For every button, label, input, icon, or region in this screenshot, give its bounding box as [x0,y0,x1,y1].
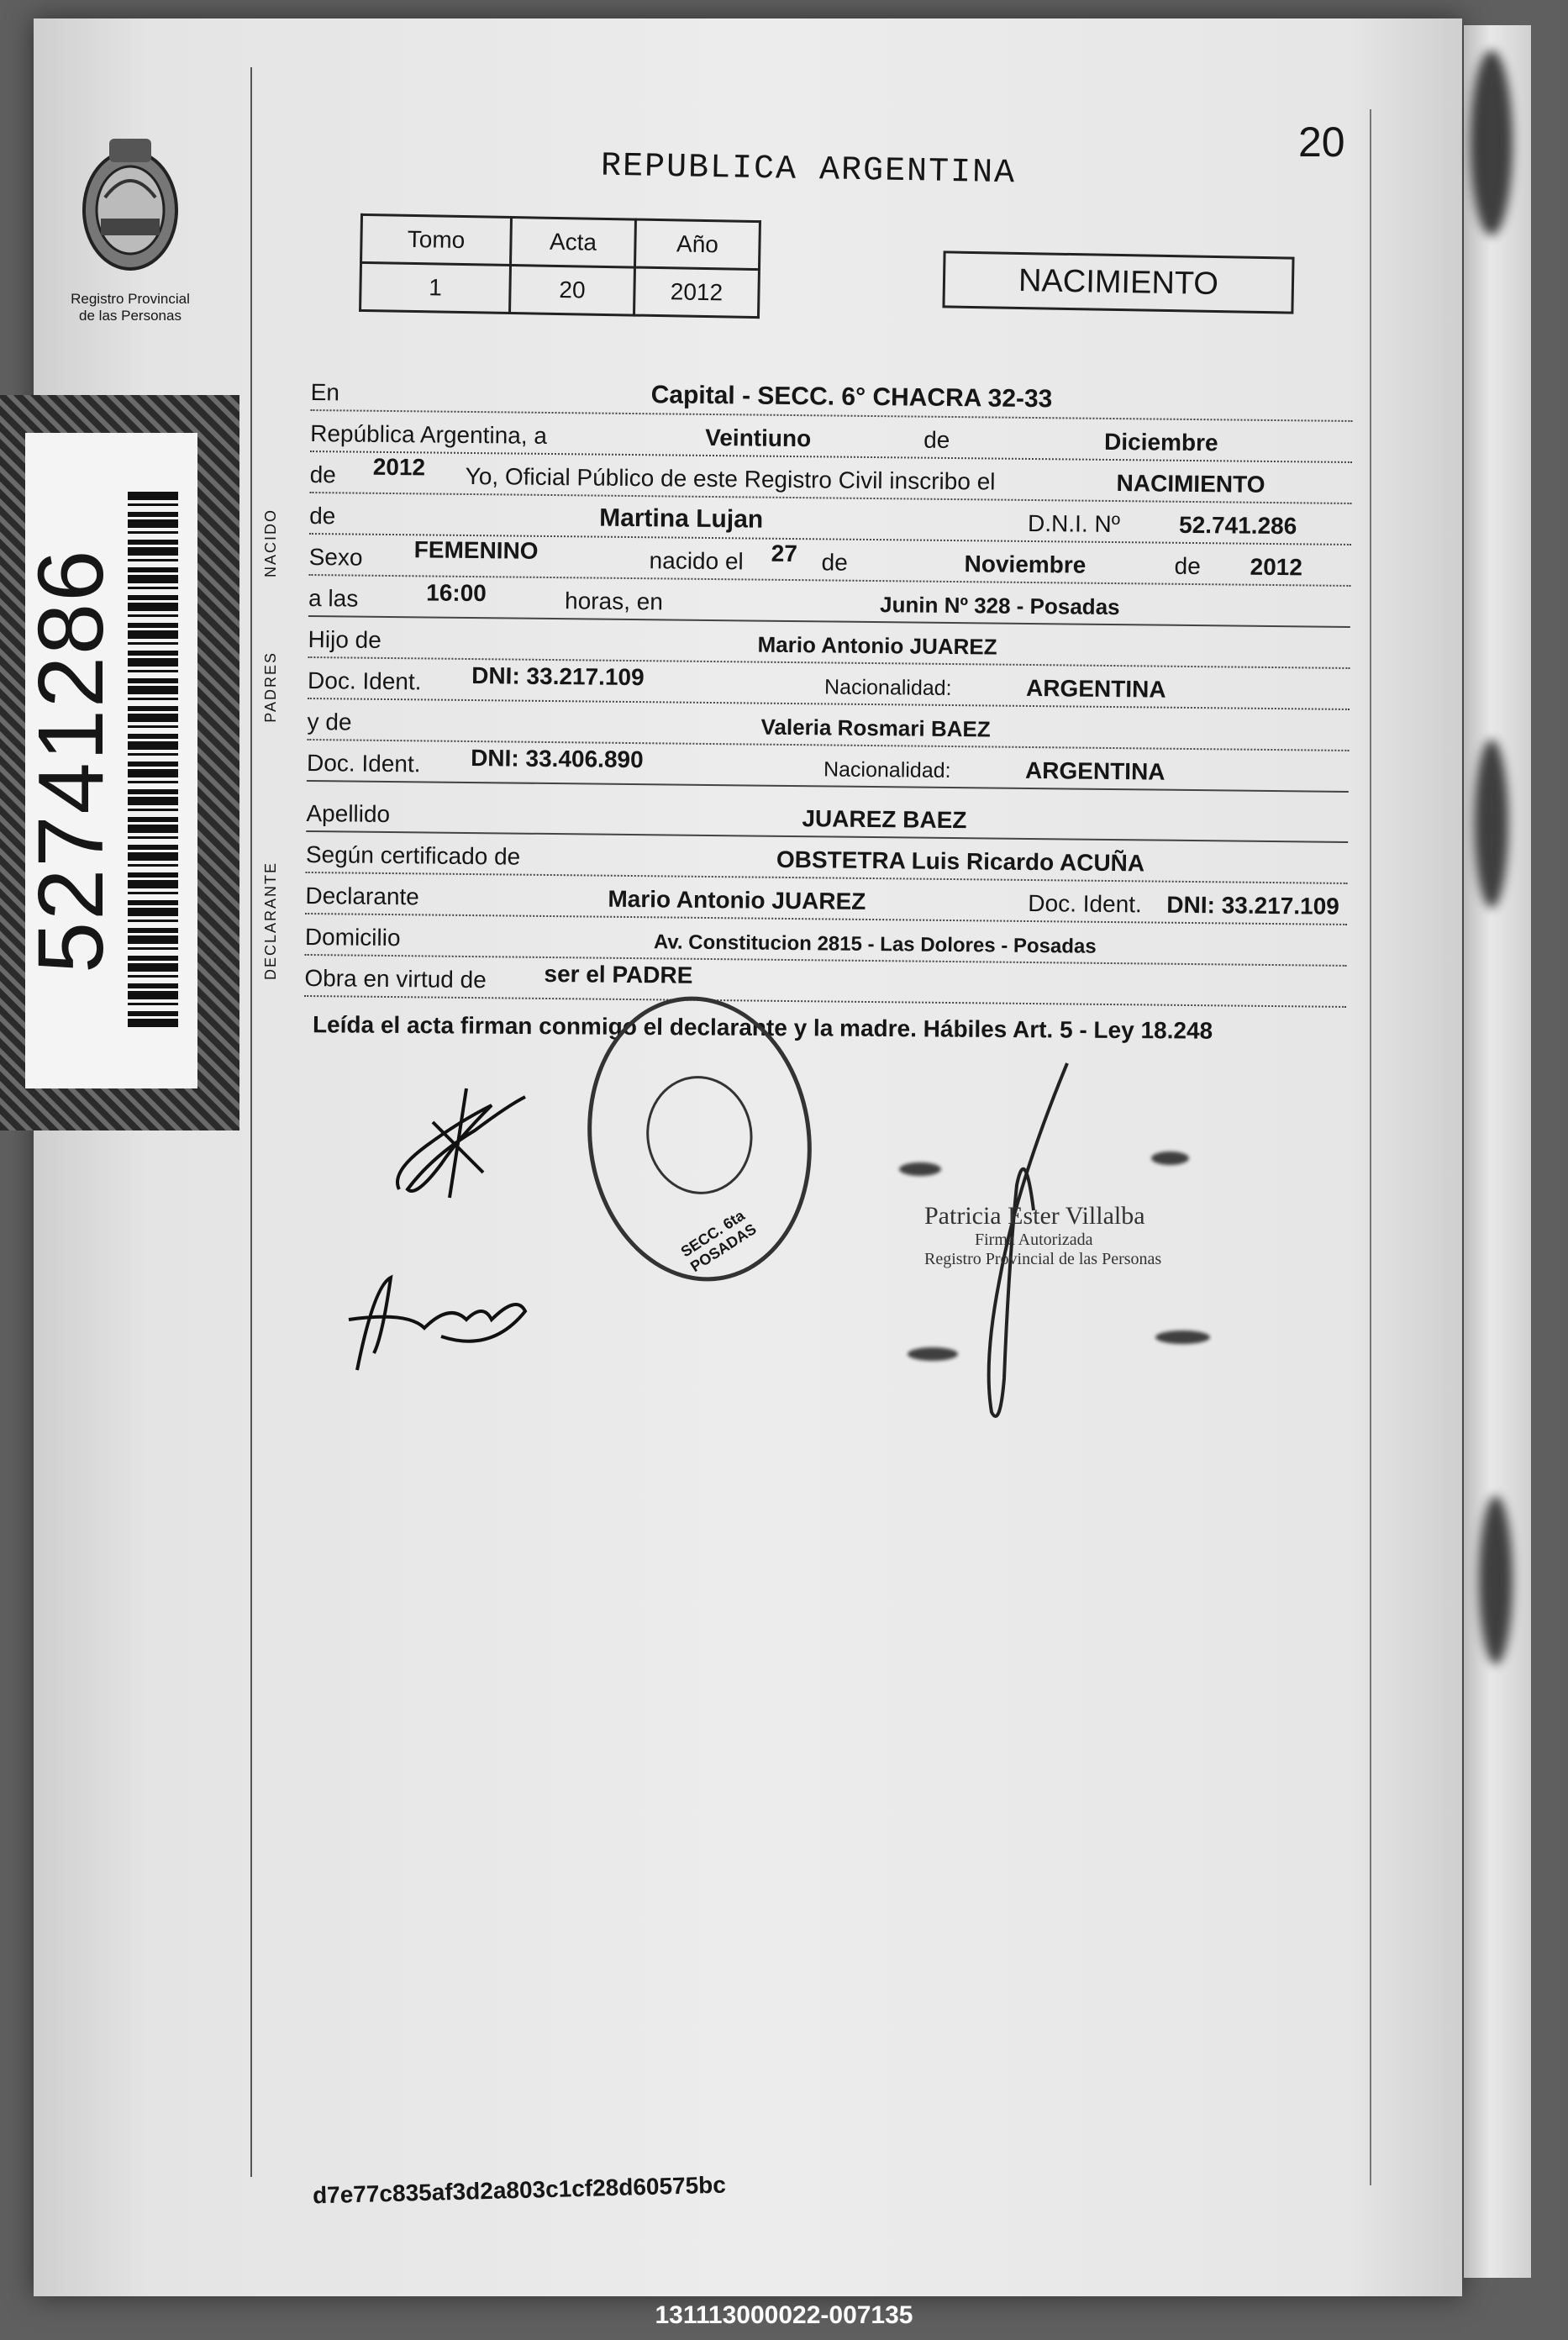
ink-blot [1471,50,1513,235]
ink-blot [1475,740,1508,908]
value-tomo: 1 [360,262,511,313]
registry-logo [59,130,202,324]
label-republica: República Argentina, a [310,419,548,449]
ink-mark [908,1347,958,1361]
signature-madre [340,1236,550,1378]
header-anio: Año [634,219,760,270]
page-edge [1464,25,1531,2278]
value-acta: 20 [510,265,635,315]
barcode-number: 52741286 [19,548,123,973]
value-lugar-nac: Junin Nº 328 - Posadas [879,592,1120,620]
header-tomo: Tomo [361,214,512,265]
value-lugar: Capital - SECC. 6° CHACRA 32-33 [650,381,1053,414]
value-sexo: FEMENINO [413,536,539,564]
label-apellido: Apellido [306,799,391,828]
value-padre-doc: DNI: 33.217.109 [471,662,645,691]
signature-declarante [382,1072,550,1215]
ink-mark [1155,1331,1210,1344]
barcode-bars [128,492,178,1030]
label-domicilio: Domicilio [304,923,401,951]
document-hash: d7e77c835af3d2a803c1cf28d60575bc [312,2171,727,2209]
label-de-nombre: de [309,502,336,530]
document-title: REPUBLICA ARGENTINA [600,147,1017,193]
label-sexo: Sexo [308,543,363,571]
label-decl-doc: Doc. Ident. [1028,889,1142,918]
barcode-label [19,433,197,1088]
logo-caption-2: de las Personas [79,308,182,324]
value-inscripcion: NACIMIENTO [1116,470,1265,498]
coat-of-arms-icon [67,130,193,282]
value-mes: Diciembre [1103,428,1218,456]
label-padre-doc: Doc. Ident. [307,667,422,695]
value-anio: 2012 [372,453,426,481]
value-dni: 52.741.286 [1178,511,1297,540]
birth-record-form [304,370,1353,1008]
official-name: Patricia Ester Villalba [924,1202,1145,1230]
label-de: de [923,426,950,453]
ink-blot [1479,1496,1513,1664]
value-madre-nac: ARGENTINA [1024,756,1165,785]
label-dni: D.N.I. Nº [1027,509,1121,538]
value-decl-doc: DNI: 33.217.109 [1166,891,1340,920]
label-padre-nac: Nacionalidad: [823,675,952,701]
label-en: En [310,378,340,406]
label-declarante: Declarante [305,882,420,910]
stamp-text: SECC. 6ta POSADAS [677,1206,760,1276]
label-de-anio: de [309,461,337,488]
value-madre-doc: DNI: 33.406.890 [471,745,644,773]
authorized-signature-block [924,1202,1161,1269]
label-hijo-de: Hijo de [308,625,381,653]
value-nombre: Martina Lujan [599,503,764,534]
value-hora: 16:00 [426,579,487,607]
right-margin-line [1370,109,1371,2185]
label-padres: PADRES [262,651,279,723]
value-padre-nac: ARGENTINA [1025,674,1166,703]
value-declarante: Mario Antonio JUAREZ [608,885,866,914]
logo-caption-1: Registro Provincial [71,291,190,307]
value-padre: Mario Antonio JUAREZ [757,631,997,660]
label-horas-en: horas, en [564,588,664,615]
official-role: Firma Autorizada [975,1231,1093,1249]
value-nac-dia: 27 [771,540,798,567]
label-declarante: DECLARANTE [262,862,279,981]
closing-statement: Leída el acta firman conmigo el declarante y la madre. Hábiles Art. 5 - Ley 18.248 [312,1011,1213,1044]
value-dia: Veintiuno [705,424,812,452]
value-domicilio: Av. Constitucion 2815 - Las Dolores - Posadas [653,930,1097,958]
registry-table [359,213,761,319]
label-oficial: Yo, Oficial Público de este Registro Civil inscribo el [465,462,996,495]
label-a-las: a las [308,584,359,612]
ink-mark [899,1162,941,1176]
label-madre-doc: Doc. Ident. [306,749,421,777]
value-apellido: JUAREZ BAEZ [802,805,967,834]
label-obra: Obra en virtud de [304,964,487,993]
value-nac-mes: Noviembre [964,551,1087,578]
value-nac-anio: 2012 [1250,553,1303,581]
label-certificado: Según certificado de [305,841,521,870]
official-registry: Registro Provincial de las Personas [924,1250,1162,1268]
value-anio: 2012 [634,267,759,318]
ink-mark [1151,1152,1189,1165]
page-number: 20 [1298,119,1345,166]
margin-line [250,67,252,2177]
label-nacido: NACIDO [262,509,279,578]
value-certificado: OBSTETRA Luis Ricardo ACUÑA [776,846,1145,877]
value-madre: Valeria Rosmari BAEZ [760,714,991,742]
footer-code: 131113000022-007135 [655,2301,913,2329]
label-madre-nac: Nacionalidad: [823,757,951,783]
label-nac-de2: de [1174,552,1201,580]
record-type-box: NACIMIENTO [942,250,1294,314]
label-nacido-el: nacido el [649,547,744,575]
header-acta: Acta [511,217,636,267]
label-nac-de: de [821,549,848,576]
stamp-emblem [639,1069,760,1201]
label-y-de: y de [307,708,352,735]
value-obra: ser el PADRE [544,960,693,988]
